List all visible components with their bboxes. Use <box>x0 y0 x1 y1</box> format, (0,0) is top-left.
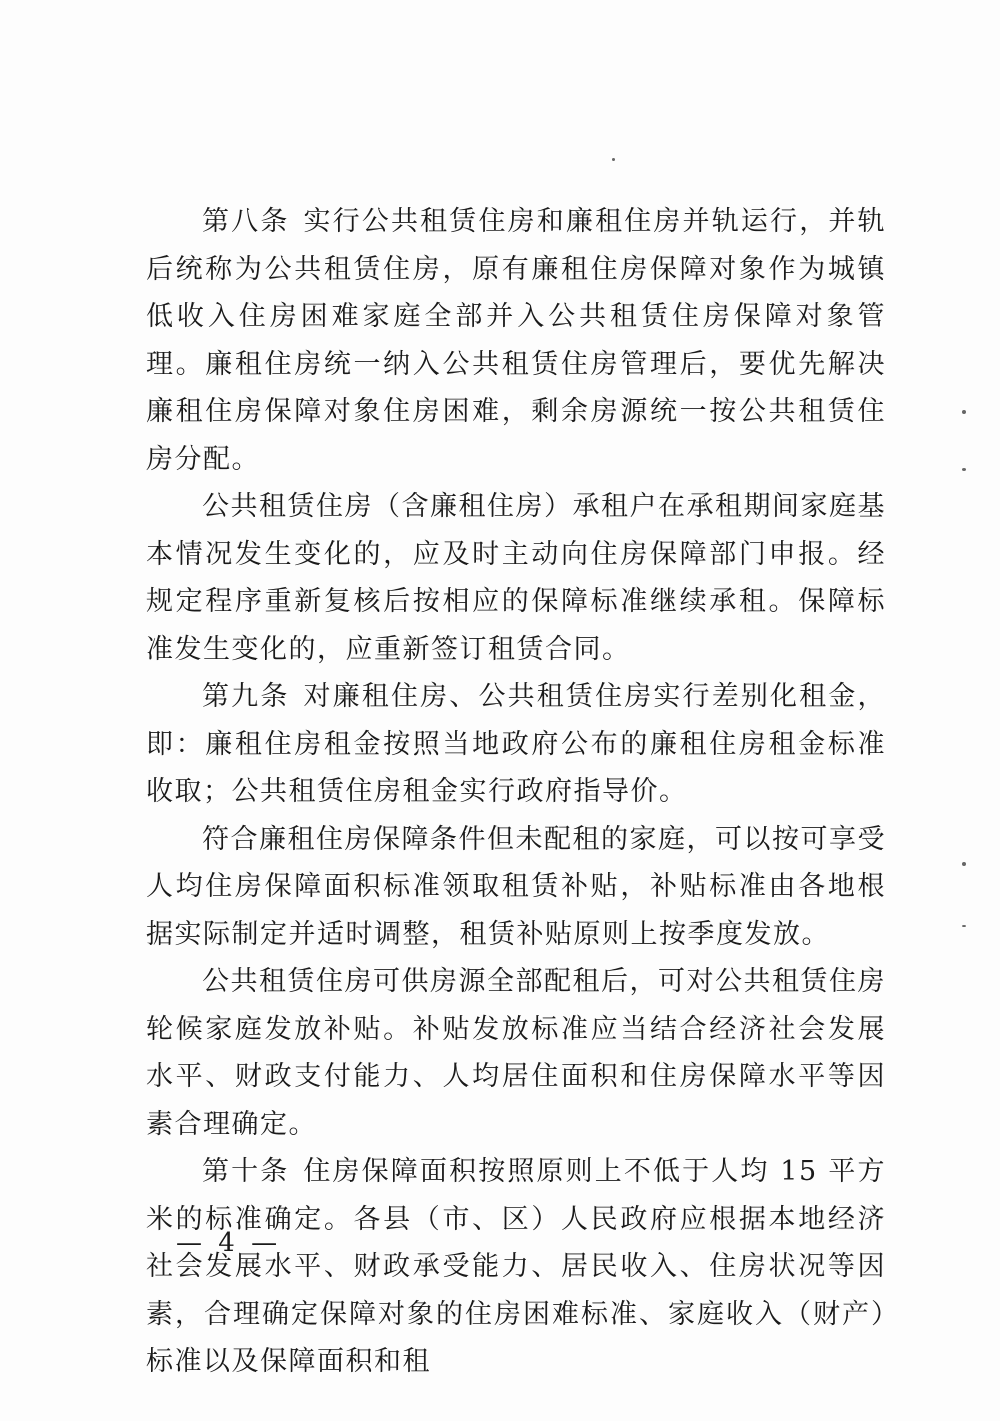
paragraph-rental-subsidy <box>146 816 886 959</box>
paragraph-waiting-subsidy <box>146 958 886 1148</box>
paragraph-text: 住房保障面积按照原则上不低于人均 15 平方米的标准确定。各县（市、区）人民政府应根据本地经济社会发展水平、财政承受能力、居民收入、住房状况等因素，合理确定保障对象的住房困难标准、家庭收入（财产）标准以及保障面积和租 <box>146 1156 886 1377</box>
article-label: 第八条 <box>202 206 290 237</box>
paragraph-tenant-change <box>146 483 886 673</box>
document-body <box>146 198 886 1386</box>
page-number: — 4 — <box>176 1228 282 1258</box>
scan-speck <box>962 862 966 866</box>
paragraph-text: 公共租赁住房可供房源全部配租后，可对公共租赁住房轮候家庭发放补贴。补贴发放标准应当结合经济社会发展水平、财政支付能力、人均居住面积和住房保障水平等因素合理确定。 <box>146 966 886 1140</box>
paragraph-article-10 <box>146 1148 886 1386</box>
paragraph-text: 对廉租住房、公共租赁住房实行差别化租金，即：廉租住房租金按照当地政府公布的廉租住房租金标准收取；公共租赁住房租金实行政府指导价。 <box>146 681 887 807</box>
paragraph-text: 公共租赁住房（含廉租住房）承租户在承租期间家庭基本情况发生变化的，应及时主动向住房保障部门申报。经规定程序重新复核后按相应的保障标准继续承租。保障标准发生变化的，应重新签订租赁合同。 <box>146 491 886 665</box>
paragraph-article-8 <box>146 198 886 483</box>
scan-speck <box>962 925 966 927</box>
paragraph-article-9 <box>146 673 886 816</box>
article-label: 第十条 <box>202 1156 290 1187</box>
scan-speck <box>962 468 966 471</box>
scan-speck <box>612 158 615 161</box>
article-label: 第九条 <box>202 681 290 712</box>
paragraph-text: 符合廉租住房保障条件但未配租的家庭，可以按可享受人均住房保障面积标准领取租赁补贴，补贴标准由各地根据实际制定并适时调整，租赁补贴原则上按季度发放。 <box>146 823 886 950</box>
paragraph-text: 实行公共租赁住房和廉租住房并轨运行，并轨后统称为公共租赁住房，原有廉租住房保障对象作为城镇低收入住房困难家庭全部并入公共租赁住房保障对象管理。廉租住房统一纳入公共租赁住房管理后，要优先解决廉租住房保障对象住房困难，剩余房源统一按公共租赁住房分配。 <box>146 206 887 475</box>
scan-speck <box>962 410 966 414</box>
